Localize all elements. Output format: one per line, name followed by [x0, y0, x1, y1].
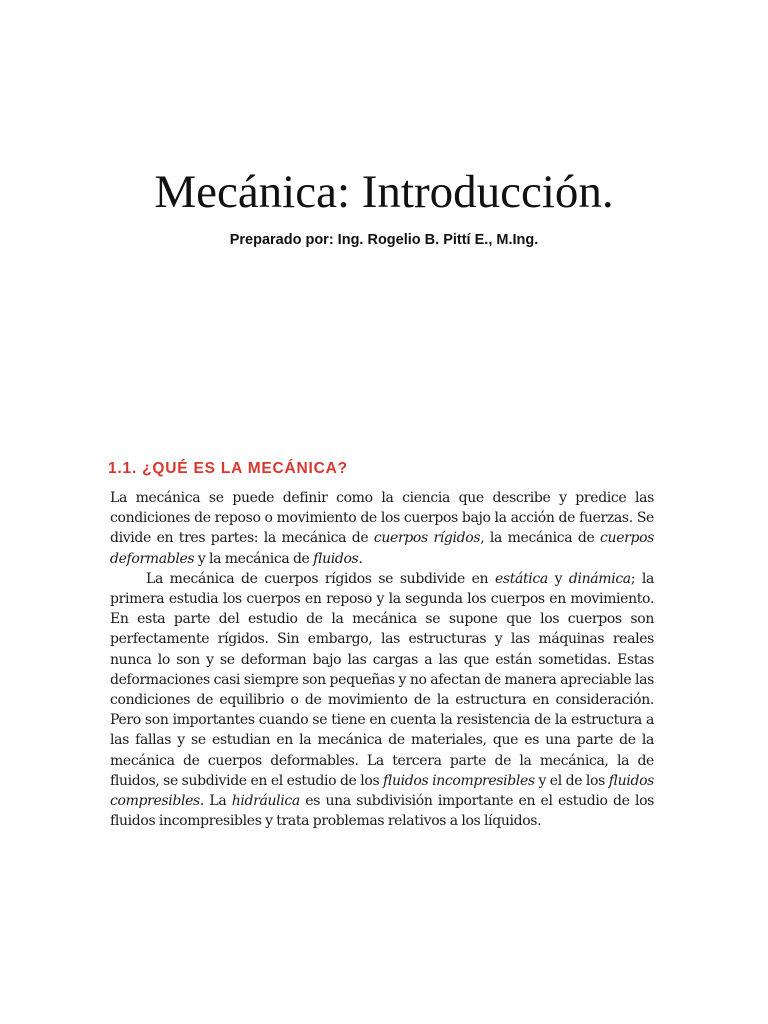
paragraph-1-text-4: .: [358, 550, 363, 567]
paragraph-2: [110, 569, 654, 832]
paragraph-2-text-2: y: [547, 570, 569, 587]
paragraph-2-text-5: . La: [199, 793, 232, 810]
paragraph-2-text-6: es una subdivisión importante en el estudio de los fluidos incompresibles y trata problemas relativos a los líquidos.: [110, 793, 654, 830]
paragraph-2-emphasis-1: estática: [494, 570, 548, 587]
paragraph-1-emphasis-2: cuerpos deformables: [110, 530, 654, 567]
paragraph-2-emphasis-3: fluidos incompresibles: [383, 772, 535, 789]
paragraph-2-text-4: y el de los: [534, 772, 609, 789]
paragraph-1: [110, 488, 654, 569]
paragraph-1-text-3: y la mecánica de: [194, 550, 314, 567]
paragraph-2-emphasis-4: fluidos compresibles: [110, 772, 654, 810]
paragraph-1-text-2: , la mecánica de: [480, 530, 601, 547]
paragraph-1-text-1: La mecánica se puede definir como la ciencia que describe y predice las condiciones de reposo o movimiento de los cuerpos bajo la acción de fuerzas. Se divide en tres partes: la mecánica de: [110, 490, 654, 547]
author-line: Preparado por: Ing. Rogelio B. Pittí E., M.Ing.: [229, 232, 539, 248]
paragraph-1-emphasis-1: cuerpos rígidos: [373, 530, 481, 547]
section-heading: 1.1. ¿QUÉ ES LA MECÁNICA?: [108, 460, 348, 477]
paragraph-2-emphasis-5: hidráulica: [231, 793, 300, 810]
paragraph-1-emphasis-3: fluidos: [313, 550, 359, 567]
paragraph-2-text-1: La mecánica de cuerpos rígidos se subdivide en: [146, 570, 495, 587]
paragraph-2-emphasis-2: dinámica: [568, 570, 631, 587]
section-body: [110, 488, 654, 831]
paragraph-2-text-3: ; la primera estudia los cuerpos en reposo y la segunda los cuerpos en movimiento. En esta parte del estudio de la mecánica se supone que los cuerpos son perfectamente rígidos. Sin embargo, las estructuras y las máquinas reales nunca lo son y se deforman bajo las cargas a las que están sometidas. Estas deformaciones casi siempre son pequeñas y no afectan de manera apreciable las condiciones de equilibrio o de movimiento de la estructura en consideración. Pero son importantes cuando se tiene en cuenta la resistencia de la estructura a las fallas y se estudian en la mecánica de materiales, que es una parte de la mecánica de cuerpos deformables. La tercera parte de la mecánica, la de fluidos, se subdivide en el estudio de los: [110, 570, 655, 789]
document-title: Mecánica: Introducción.: [154, 166, 614, 218]
